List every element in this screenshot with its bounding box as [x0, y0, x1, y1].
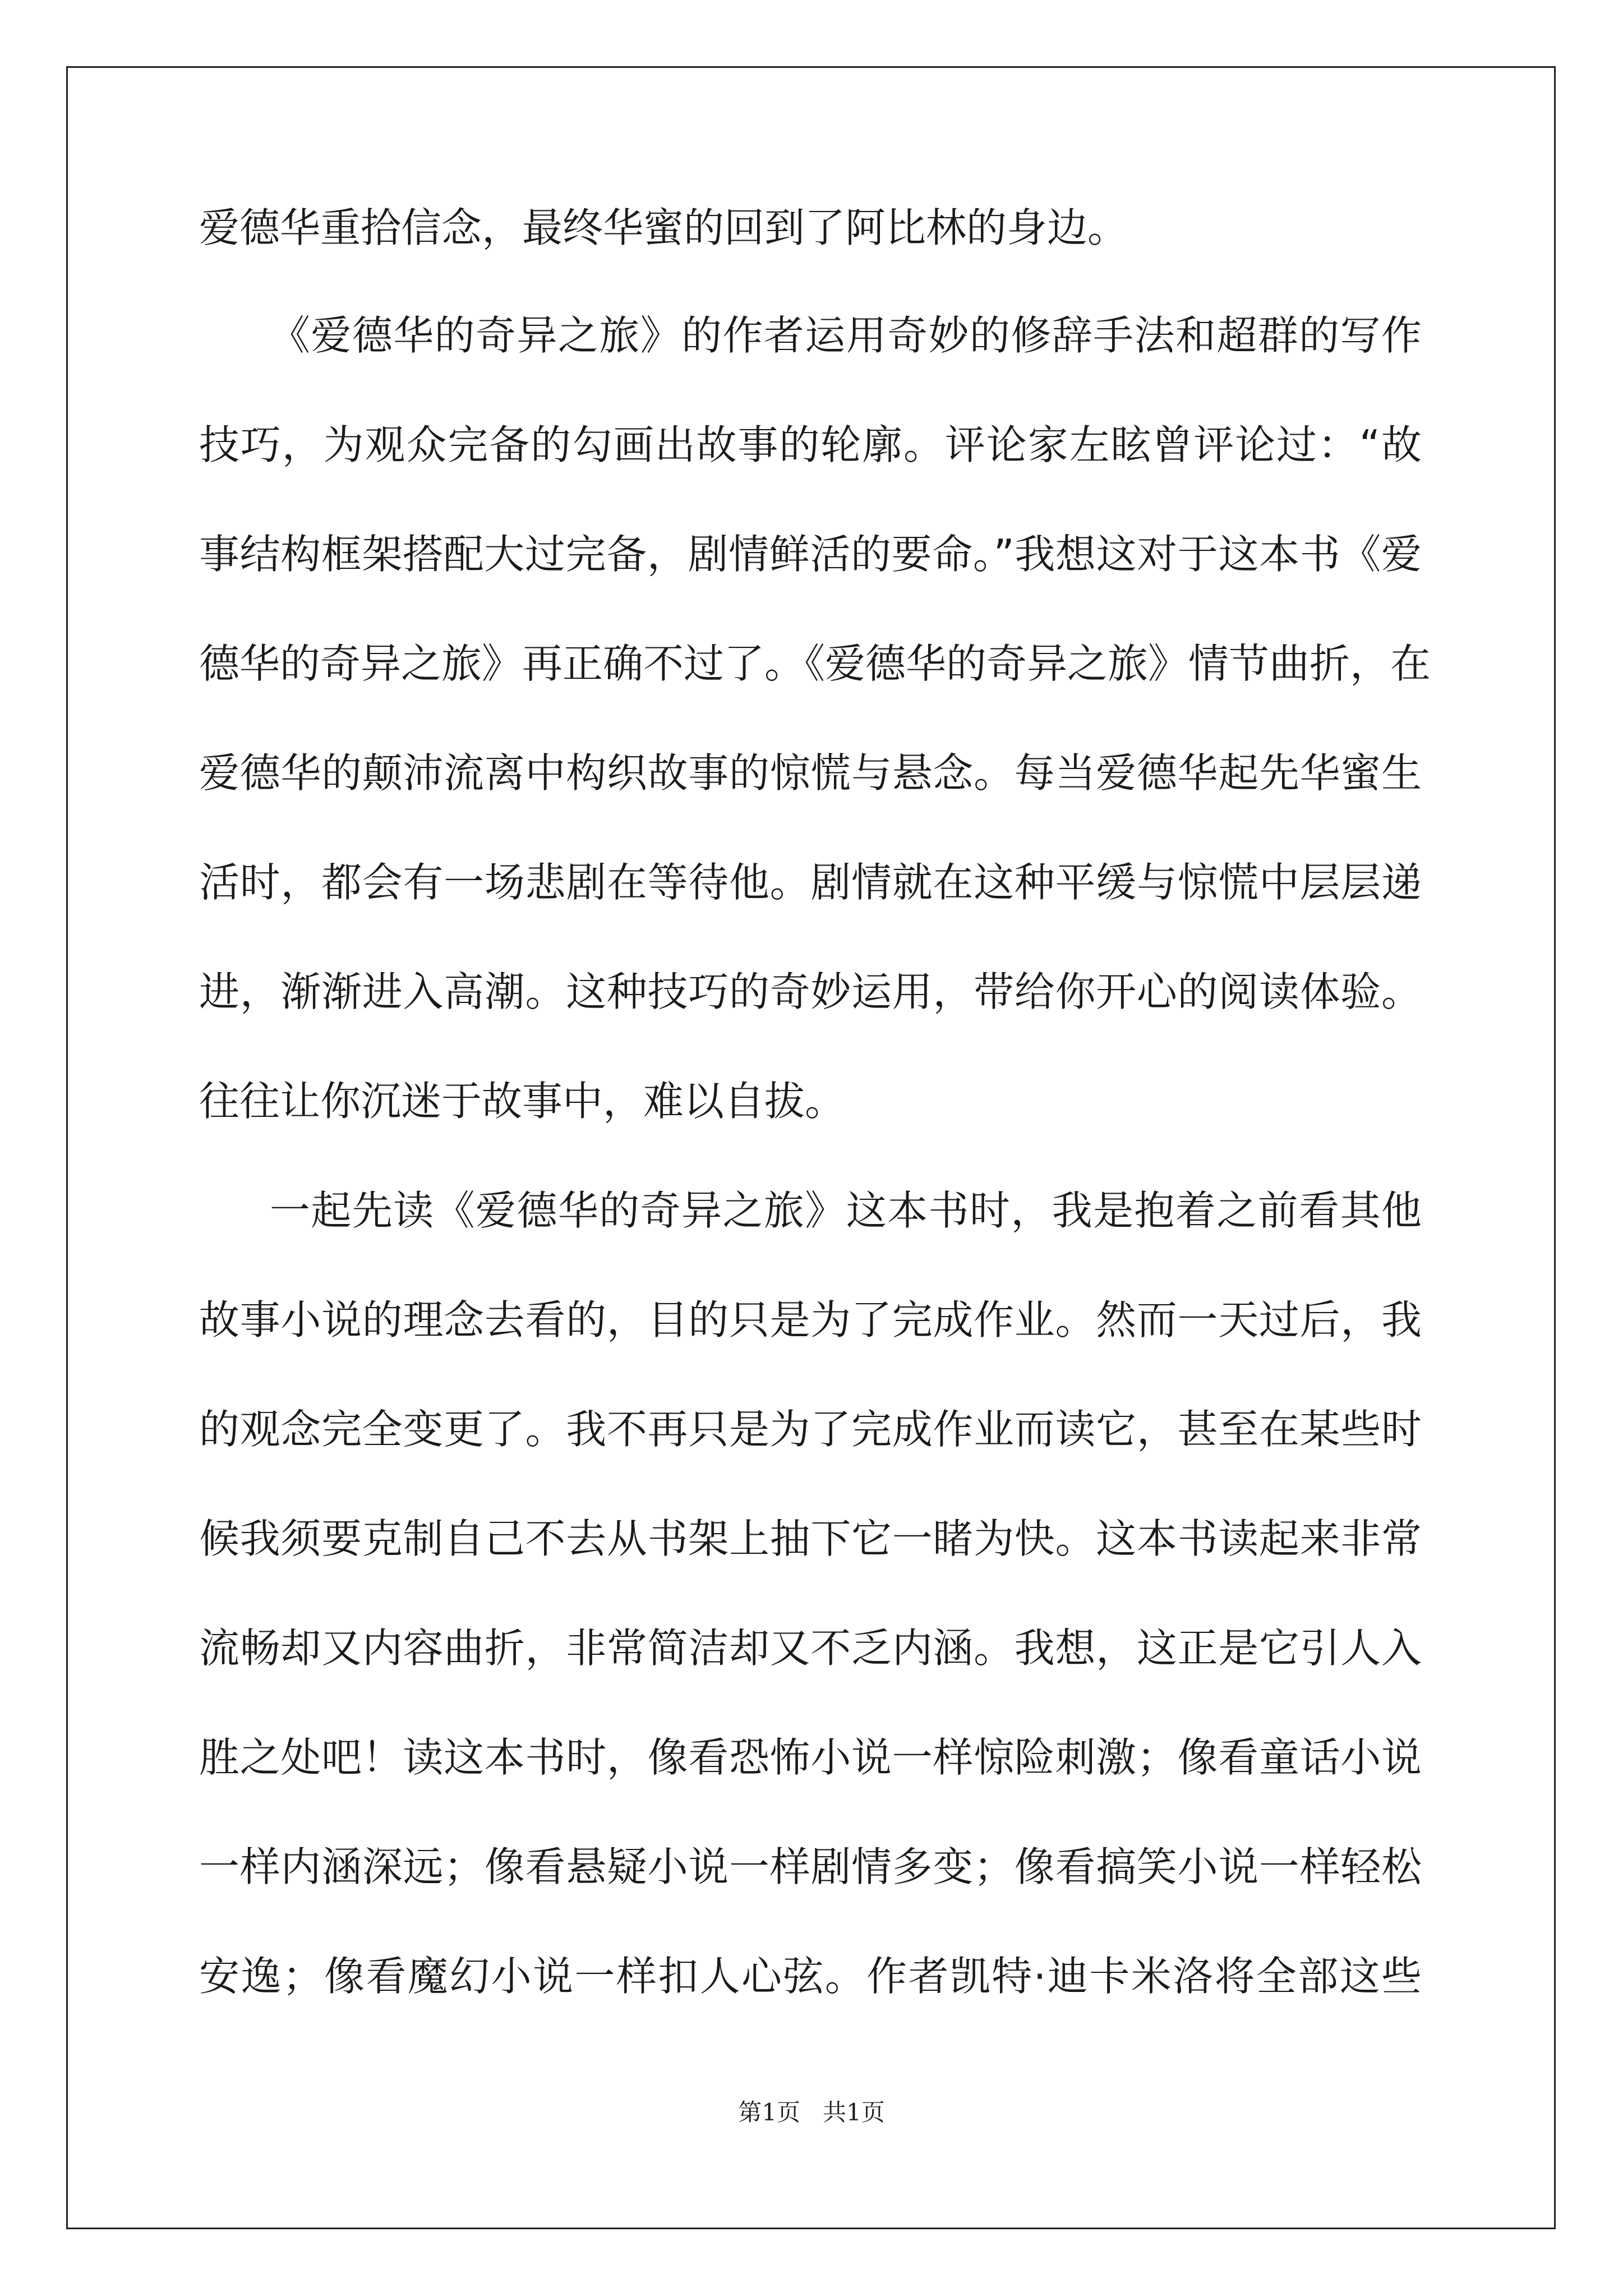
- page-number-footer: 第1页 共1页: [738, 2099, 885, 2126]
- text-line: 流畅却又内容曲折，非常简洁却又不乏内涵。我想，这正是它引人入: [199, 1625, 1422, 1672]
- text-line: 事结构框架搭配大过完备，剧情鲜活的要命。”我想这对于这本书《爱: [199, 531, 1422, 578]
- text-line: 往往让你沉迷于故事中，难以自拔。: [199, 1078, 846, 1125]
- page-border: [66, 66, 1556, 2229]
- text-line: 技巧，为观众完备的勾画出故事的轮廓。评论家左眩曾评论过：“故: [199, 421, 1422, 468]
- text-line: 爱德华的颠沛流离中构织故事的惊慌与悬念。每当爱德华起先华蜜生: [199, 749, 1422, 797]
- text-line: 活时，都会有一场悲剧在等待他。剧情就在这种平缓与惊慌中层层递: [199, 859, 1422, 906]
- text-line: 安逸；像看魔幻小说一样扣人心弦。作者凯特·迪卡米洛将全部这些: [199, 1953, 1422, 2000]
- text-line: 胜之处吧！读这本书时，像看恐怖小说一样惊险刺激；像看童话小说: [199, 1734, 1422, 1781]
- text-line: 德华的奇异之旅》再正确不过了。《爱德华的奇异之旅》情节曲折，在: [199, 640, 1431, 687]
- text-line: 爱德华重拾信念，最终华蜜的回到了阿比林的身边。: [199, 204, 1128, 251]
- paragraph-first-line: 一起先读《爱德华的奇异之旅》这本书时，我是抱着之前看其他: [270, 1187, 1422, 1234]
- text-line: 一样内涵深远；像看悬疑小说一样剧情多变；像看搞笑小说一样轻松: [199, 1843, 1422, 1890]
- text-line: 的观念完全变更了。我不再只是为了完成作业而读它，甚至在某些时: [199, 1406, 1422, 1453]
- paragraph-first-line: 《爱德华的奇异之旅》的作者运用奇妙的修辞手法和超群的写作: [270, 312, 1422, 359]
- text-line: 故事小说的理念去看的，目的只是为了完成作业。然而一天过后，我: [199, 1296, 1422, 1343]
- text-line: 候我须要克制自己不去从书架上抽下它一睹为快。这本书读起来非常: [199, 1515, 1422, 1562]
- text-line: 进，渐渐进入高潮。这种技巧的奇妙运用，带给你开心的阅读体验。: [199, 968, 1422, 1015]
